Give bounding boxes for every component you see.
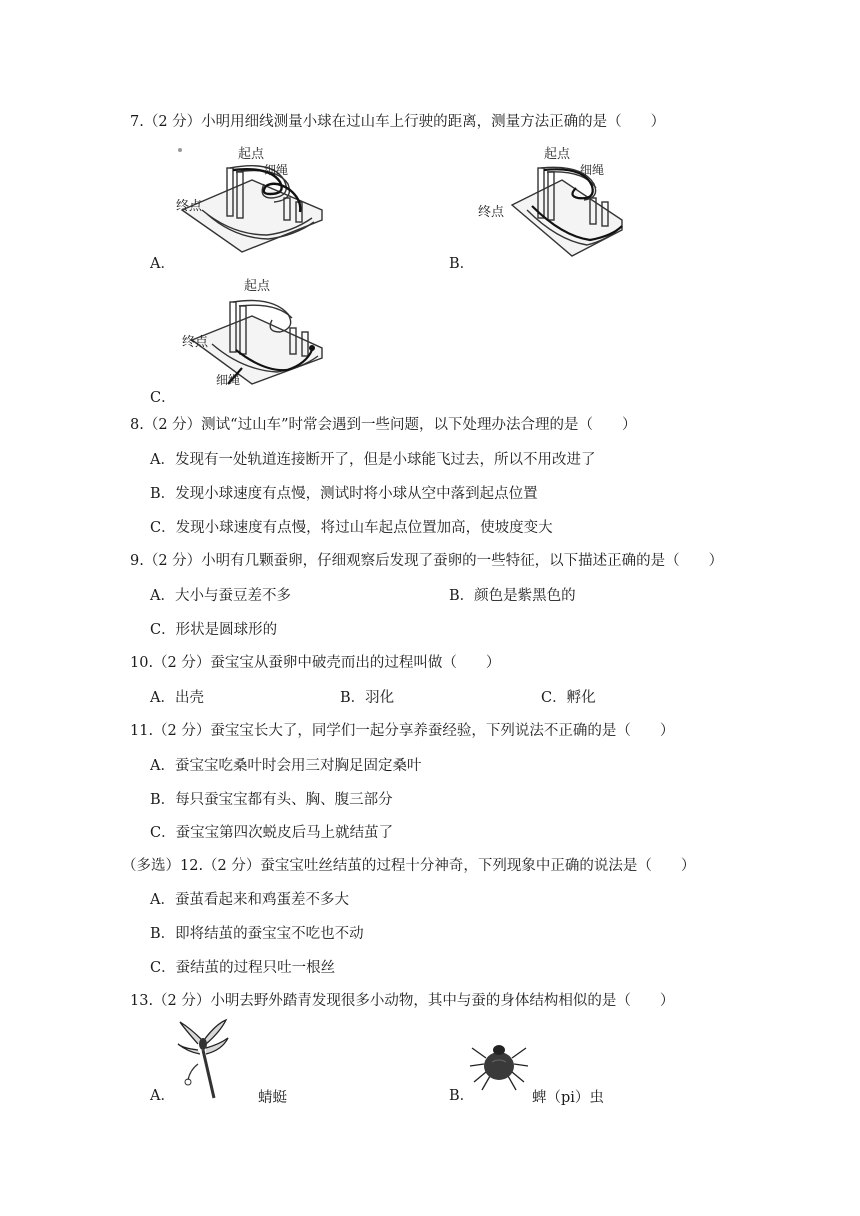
q7-option-c-letter: C．: [150, 390, 176, 406]
q7-option-a-figure: [172, 140, 332, 264]
q7-option-a-letter: A．: [150, 256, 175, 272]
q11-option-c: C．蚕宝宝第四次蜕皮后马上就结茧了: [150, 825, 394, 841]
q7-b-label-end: 终点: [478, 205, 505, 220]
q13-stem: 13.（2 分）小明去野外踏青发现很多小动物，其中与蚕的身体结构相似的是（ ）: [130, 993, 675, 1009]
q9-option-b: B．颜色是紫黑色的: [449, 588, 576, 604]
q7-option-c-figure: [172, 272, 332, 400]
q10-option-c: C．孵化: [541, 690, 596, 706]
q13-option-a-image: [176, 1018, 230, 1104]
q12-option-c: C．蚕结茧的过程只吐一根丝: [150, 960, 336, 976]
q7-c-label-start: 起点: [244, 279, 271, 294]
q7-option-b-figure: [472, 140, 632, 264]
q7-a-label-rope: 细绳: [264, 163, 289, 177]
q10-option-b: B．羽化: [340, 690, 395, 706]
q13-option-b-image: [468, 1036, 530, 1092]
q7-c-label-end: 终点: [182, 335, 209, 350]
q9-option-c: C．形状是圆球形的: [150, 622, 278, 638]
q10-option-a: A．出壳: [150, 690, 204, 706]
q12-stem: （多选）12.（2 分）蚕宝宝吐丝结茧的过程十分神奇，下列现象中正确的说法是（ ）: [122, 858, 696, 874]
q7-a-label-start: 起点: [238, 147, 265, 162]
q7-b-label-rope: 细绳: [580, 163, 605, 177]
q7-stem: 7.（2 分）小明用细线测量小球在过山车上行驶的距离，测量方法正确的是（ ）: [130, 114, 666, 130]
q11-option-a: A．蚕宝宝吃桑叶时会用三对胸足固定桑叶: [150, 758, 422, 774]
roller-coaster-a-drawing: [172, 140, 332, 264]
q8-option-a: A．发现有一处轨道连接断开了，但是小球能飞过去，所以不用改进了: [150, 452, 596, 468]
q13-option-a-name: 蜻蜓: [258, 1090, 287, 1106]
q7-c-label-rope: 细绳: [216, 373, 241, 387]
q7-option-b-letter: B．: [449, 256, 475, 272]
q9-stem: 9.（2 分）小明有几颗蚕卵，仔细观察后发现了蚕卵的一些特征，以下描述正确的是（ ）: [130, 553, 724, 569]
q13-option-b-letter: B．: [449, 1088, 475, 1104]
q7-a-label-end: 终点: [176, 199, 203, 214]
q12-option-b: B．即将结茧的蚕宝宝不吃也不动: [150, 926, 364, 942]
q8-option-b: B．发现小球速度有点慢，测试时将小球从空中落到起点位置: [150, 486, 538, 502]
q9-option-a: A．大小与蚕豆差不多: [150, 588, 291, 604]
q7-b-label-start: 起点: [544, 147, 571, 162]
q11-stem: 11.（2 分）蚕宝宝长大了，同学们一起分享养蚕经验，下列说法不正确的是（ ）: [130, 723, 675, 739]
q11-option-b: B．每只蚕宝宝都有头、胸、腹三部分: [150, 792, 393, 808]
q8-option-c: C．发现小球速度有点慢，将过山车起点位置加高，使坡度变大: [150, 520, 553, 536]
q13-option-a-letter: A．: [150, 1088, 175, 1104]
q10-stem: 10.（2 分）蚕宝宝从蚕卵中破壳而出的过程叫做（ ）: [130, 655, 501, 671]
q8-stem: 8.（2 分）测试“过山车”时常会遇到一些问题，以下处理办法合理的是（ ）: [130, 417, 637, 433]
roller-coaster-b-drawing: [472, 140, 632, 264]
q12-option-a: A．蚕茧看起来和鸡蛋差不多大: [150, 892, 349, 908]
q13-option-b-name: 蜱（pi）虫: [532, 1090, 604, 1106]
roller-coaster-c-drawing: [172, 272, 332, 400]
tick-icon: [468, 1036, 530, 1092]
dragonfly-icon: [176, 1018, 230, 1104]
